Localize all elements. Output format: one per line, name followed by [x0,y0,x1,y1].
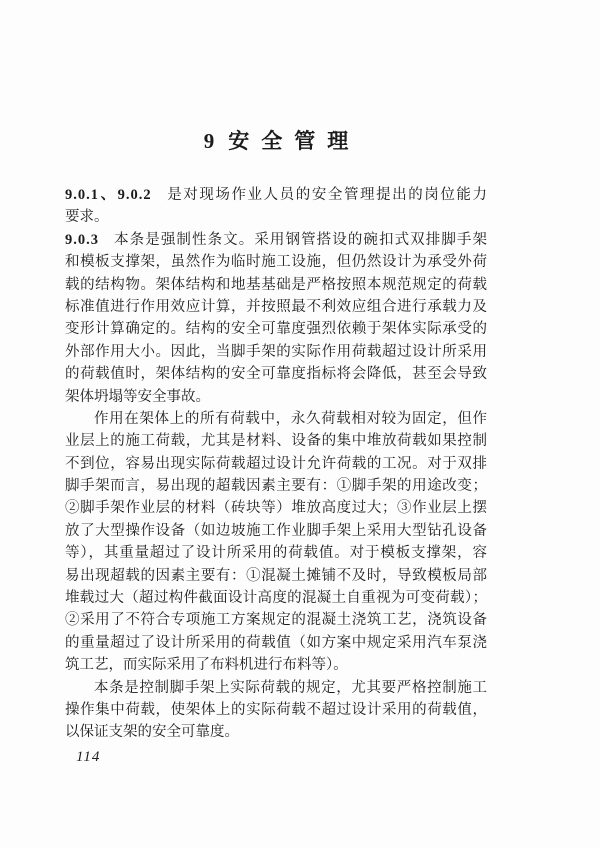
line-text: 是对现场作业人员的安全管理提出的岗位能力 [165,187,488,203]
clause-number: 9.0.1、9.0.2 [65,187,152,203]
text-line: 载的结构物。架体结构和地基基础是严格按照本规范规定的荷载 [65,276,487,293]
text-line: 堆载过大（超过构件截面设计高度的混凝土自重视为可变荷载）； [65,590,487,607]
chapter-name: 安全管理 [228,129,361,153]
text-line: 等），其重量超过了设计所采用的荷载值。对于模板支撑架，容 [65,545,487,562]
document-body [65,184,487,744]
text-line: 易出现超载的因素主要有：①混凝土摊铺不及时，导致模板局部 [65,567,487,584]
text-line: 不到位，容易出现实际荷载超过设计允许荷载的工况。对于双排 [65,455,487,472]
line-text: 本条是强制性条文。采用钢管搭设的碗扣式双排脚手架 [113,231,487,248]
text-line: 以保证支架的安全可靠度。 [65,724,239,741]
text-line: 外部作用大小。因此，当脚手架的实际作用荷载超过设计所采用 [65,343,487,360]
text-line: 放了大型操作设备（如边坡施工作业脚手架上采用大型钻孔设备 [65,522,487,539]
text-line: 标准值进行作用效应计算，并按照最不利效应组合进行承载力及 [65,298,487,315]
chapter-title [65,127,487,155]
text-line: 作用在架体上的所有荷载中，永久荷载相对较为固定，但作 [94,410,487,427]
text-line: 的荷载值时，架体结构的安全可靠度指标将会降低，甚至会导致 [65,366,487,383]
text-line: 业层上的施工荷载，尤其是材料、设备的集中堆放荷载如果控制 [65,433,487,450]
chapter-number: 9 [203,129,215,153]
text-line: ②脚手架作业层的材料（砖块等）堆放高度过大；③作业层上摆 [65,500,487,517]
text-line: 脚手架而言，易出现的超载因素主要有：①脚手架的用途改变； [65,478,487,495]
text-line: 和模板支撑架，虽然作为临时施工设施，但仍然设计为承受外荷 [65,254,487,271]
text-line: 要求。 [65,209,109,226]
text-line [65,184,487,206]
text-line [65,229,487,251]
text-line: 本条是控制脚手架上实际荷载的规定，尤其要严格控制施工 [94,679,487,696]
text-line: 的重量超过了设计所采用的荷载值（如方案中规定采用汽车泵浇 [65,634,487,651]
text-line: 筑工艺，而实际采用了布料机进行布料等）。 [65,657,348,674]
page-number: 114 [76,749,101,765]
text-line: ②采用了不符合专项施工方案规定的混凝土浇筑工艺，浇筑设备 [65,612,487,629]
text-line: 架体坍塌等安全事故。 [65,388,210,405]
text-line: 操作集中荷载，使架体上的实际荷载不超过设计采用的荷载值， [65,701,487,718]
text-line: 变形计算确定的。结构的安全可靠度强烈依赖于架体实际承受的 [65,321,487,338]
clause-number: 9.0.3 [65,231,99,248]
